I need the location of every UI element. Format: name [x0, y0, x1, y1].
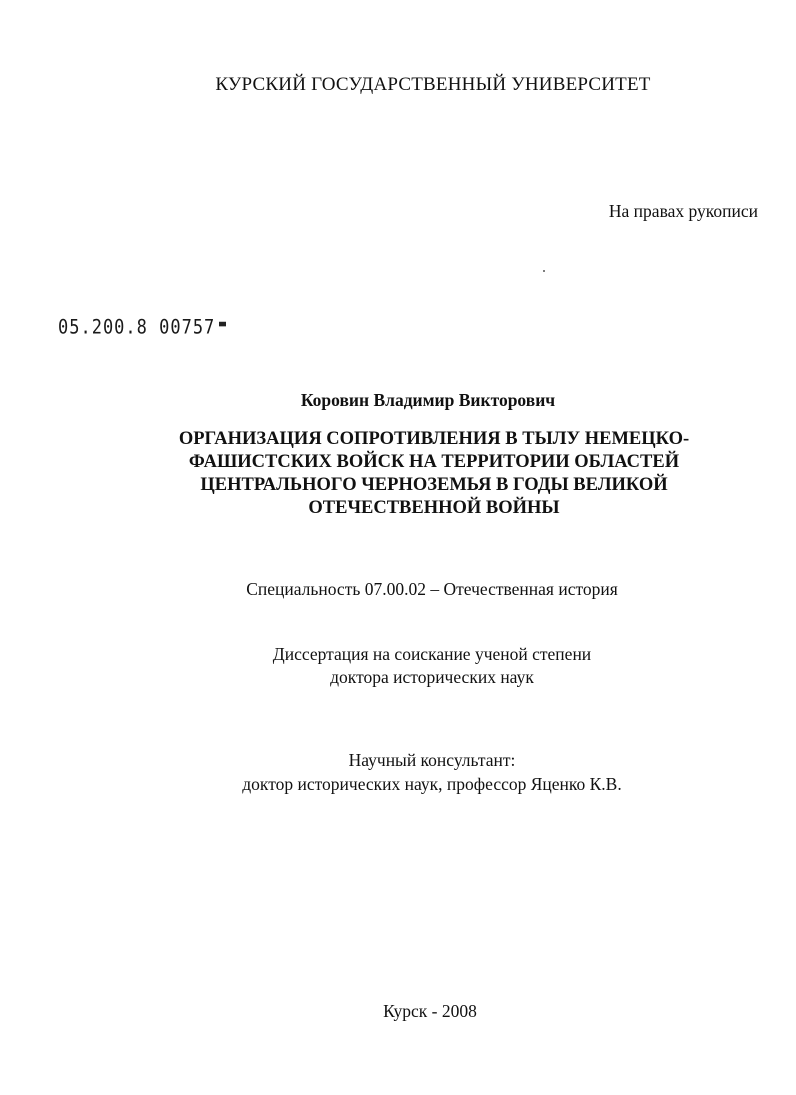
degree-line-1: Диссертация на соискание ученой степени	[272, 644, 592, 664]
title-line: ОРГАНИЗАЦИЯ СОПРОТИВЛЕНИЯ В ТЫЛУ НЕМЕЦКО-	[178, 429, 690, 449]
title-line: ЦЕНТРАЛЬНОГО ЧЕРНОЗЕМЬЯ В ГОДЫ ВЕЛИКОЙ	[200, 475, 668, 495]
dissertation-title	[36, 428, 796, 520]
scientific-consultant	[34, 748, 796, 796]
archive-stamp-number	[58, 316, 226, 339]
consultant-label: Научный консультант:	[348, 750, 516, 770]
stamp-tick-mark	[219, 322, 226, 327]
degree-statement	[34, 643, 796, 689]
university-name: КУРСКИЙ ГОСУДАРСТВЕННЫЙ УНИВЕРСИТЕТ	[215, 74, 651, 95]
title-line: ФАШИСТСКИХ ВОЙСК НА ТЕРРИТОРИИ ОБЛАСТЕЙ	[188, 452, 680, 472]
degree-line-2: доктора исторических наук	[330, 667, 534, 687]
manuscript-rights-note: На правах рукописи	[608, 201, 758, 221]
title-line: ОТЕЧЕСТВЕННОЙ ВОЙНЫ	[308, 498, 560, 518]
stamp-number-text: 05.200.8 00757	[58, 316, 216, 339]
specialty-line: Специальность 07.00.02 – Отечественная история	[246, 579, 618, 599]
consultant-name: доктор исторических наук, профессор Яценко К.В.	[242, 774, 622, 794]
author-name: Коровин Владимир Викторович	[300, 390, 556, 410]
scan-speck	[543, 270, 545, 272]
city-and-year: Курск - 2008	[383, 1001, 477, 1021]
